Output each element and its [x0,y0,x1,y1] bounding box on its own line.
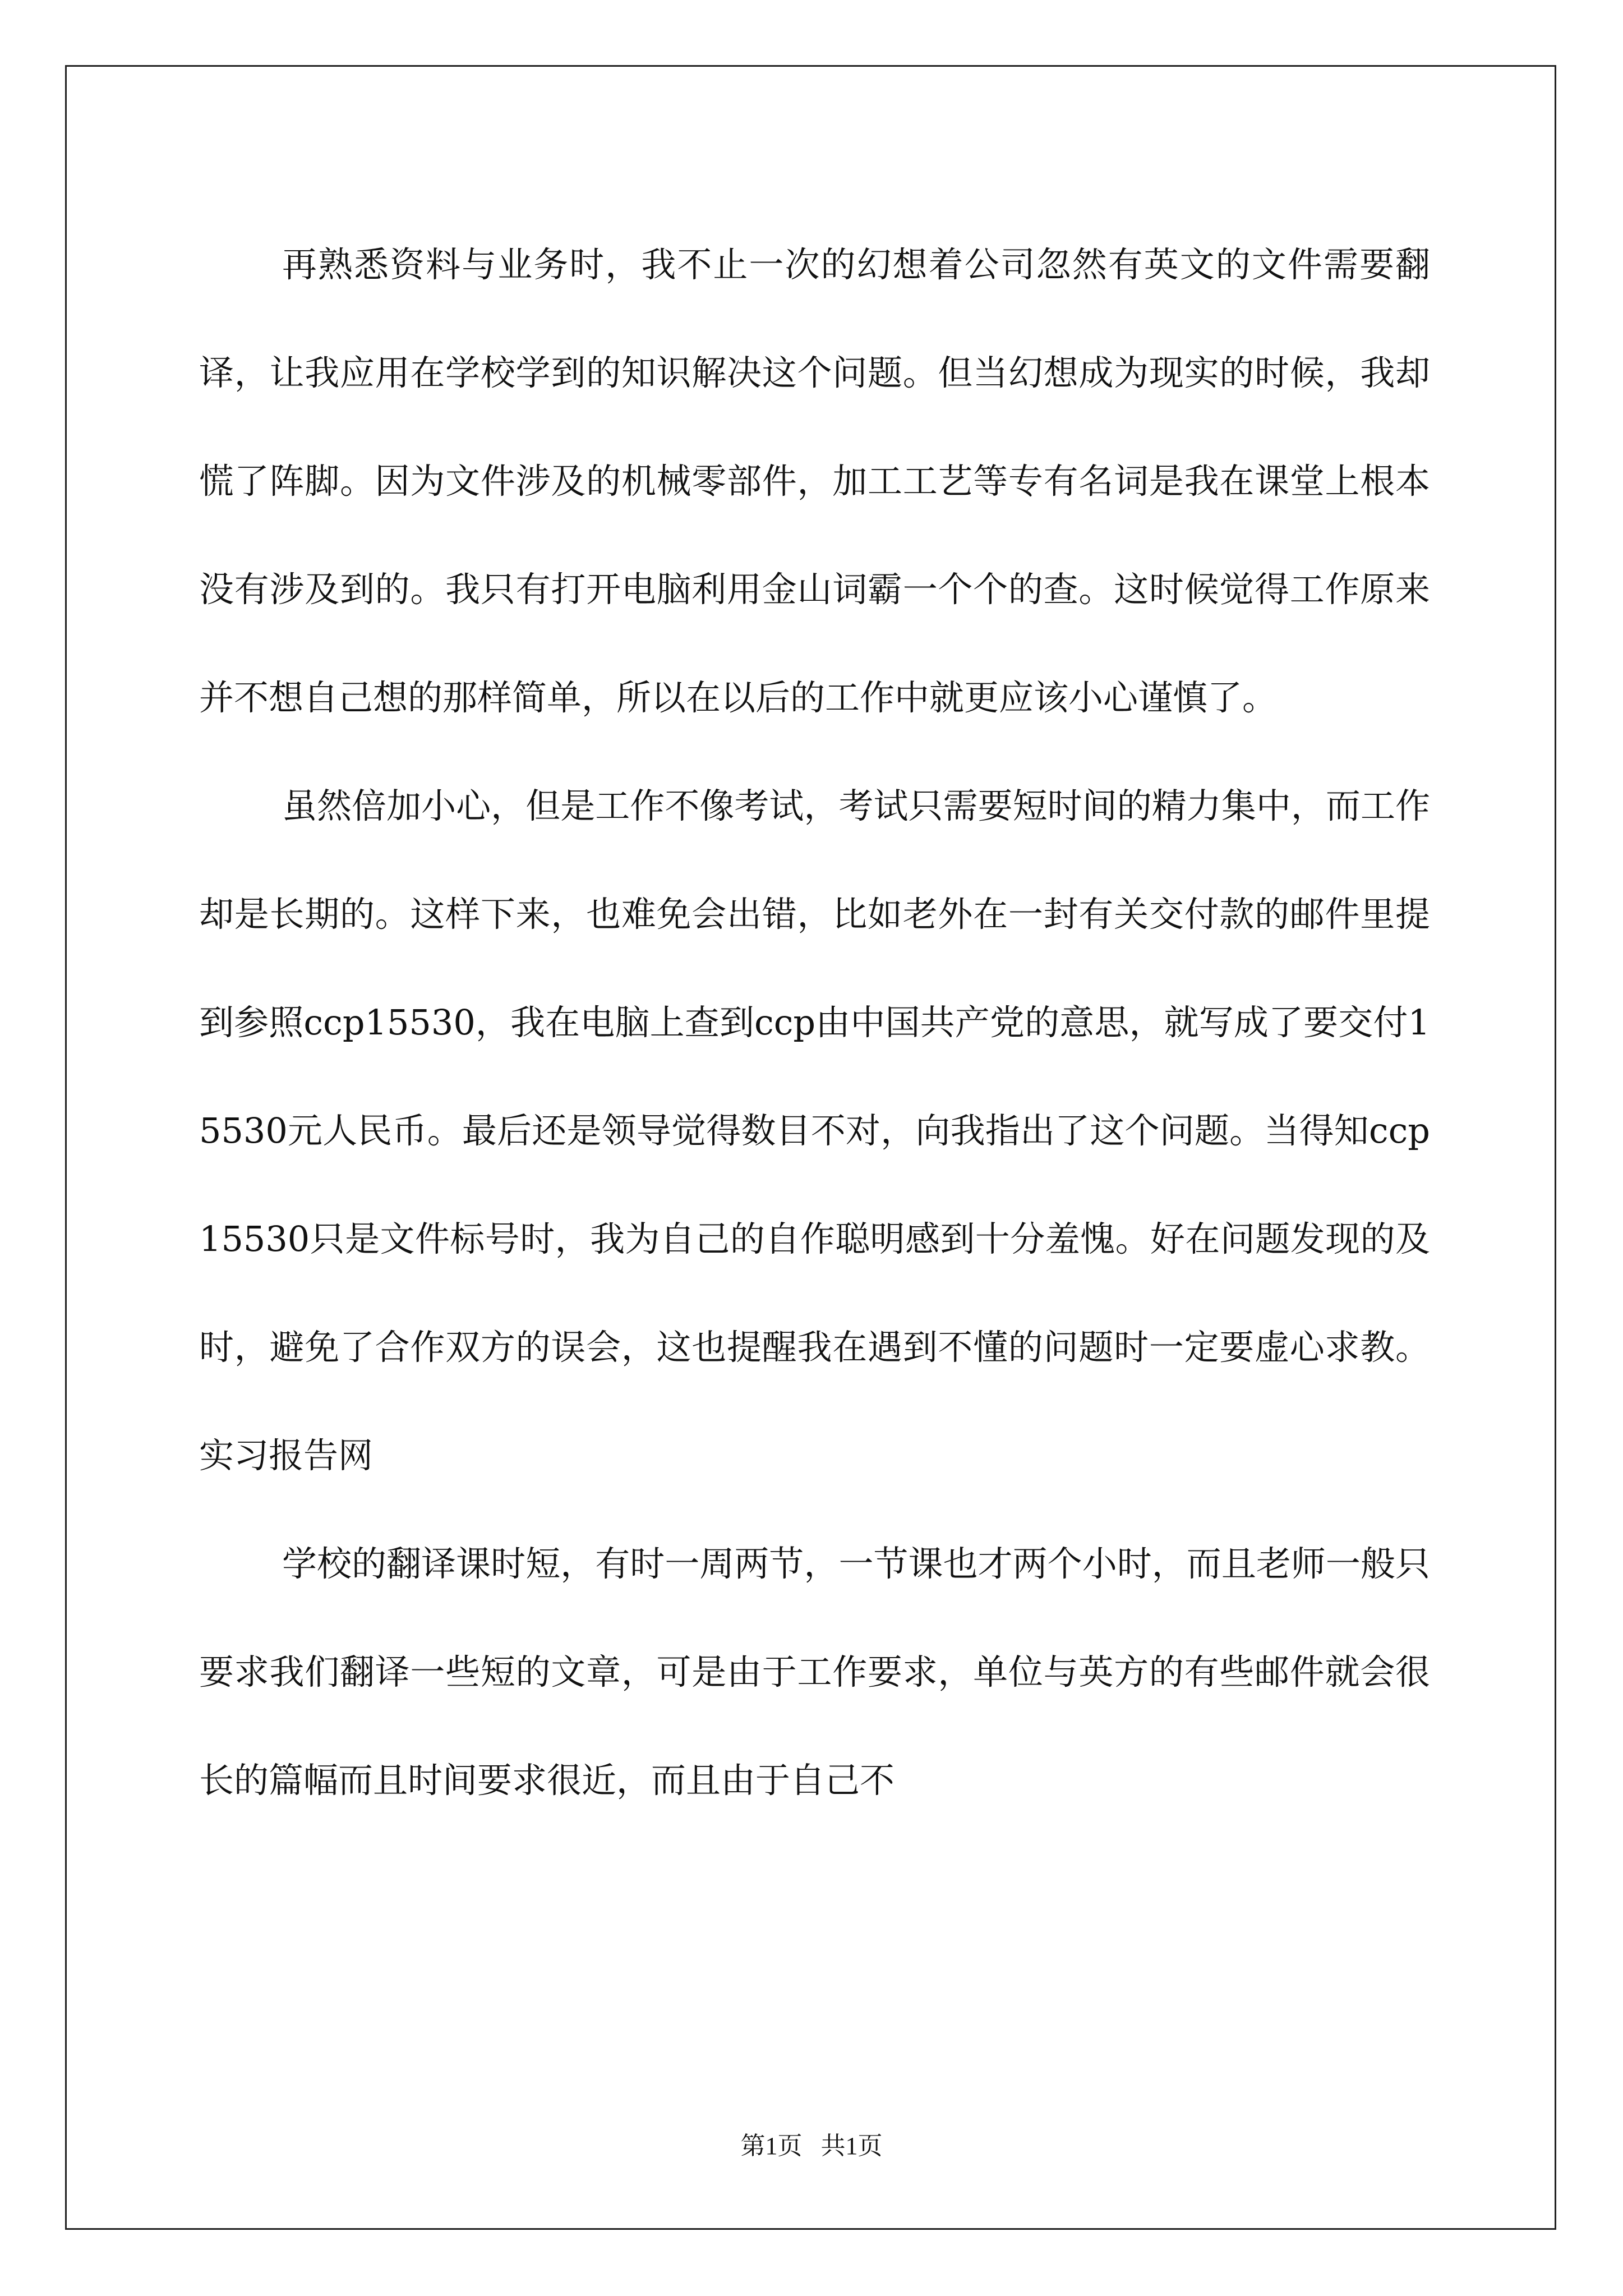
document-body [199,210,1430,1834]
paragraph-1: 再熟悉资料与业务时，我不止一次的幻想着公司忽然有英文的文件需要翻译，让我应用在学校学到的知识解决这个问题。但当幻想成为现实的时候，我却慌了阵脚。因为文件涉及的机械零部件，加工工艺等专有名词是我在课堂上根本没有涉及到的。我只有打开电脑利用金山词霸一个个的查。这时候觉得工作原来并不想自己想的那样简单，所以在以后的工作中就更应该小心谨慎了。 [199,244,1430,718]
paragraph-3: 学校的翻译课时短，有时一周两节，一节课也才两个小时，而且老师一般只要求我们翻译一些短的文章，可是由于工作要求，单位与英方的有些邮件就会很长的篇幅而且时间要求很近，而且由于自己不 [199,1543,1430,1801]
paragraph-2: 虽然倍加小心，但是工作不像考试，考试只需要短时间的精力集中，而工作却是长期的。这样下来，也难免会出错，比如老外在一封有关交付款的邮件里提到参照ccp15530，我在电脑上查到ccp由中国共产党的意思，就写成了要交付15530元人民币。最后还是领导觉得数目不对，向我指出了这个问题。当得知ccp15530只是文件标号时，我为自己的自作聪明感到十分羞愧。好在问题发现的及时，避免了合作双方的误会，这也提醒我在遇到不懂的问题时一定要虚心求教。实习报告网 [199,785,1430,1476]
page-footer: 第1页 共1页 [740,2132,883,2160]
